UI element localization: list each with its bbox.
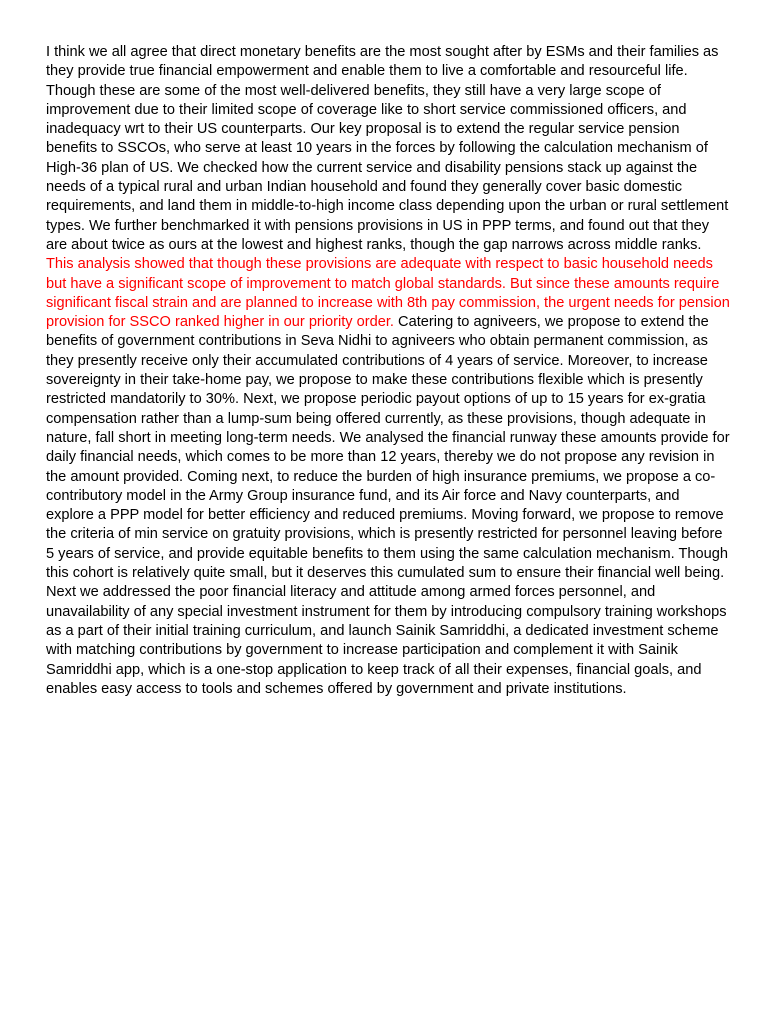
body-paragraph (46, 43, 730, 699)
highlighted-text: This analysis showed that though these provisions are adequate with respect to basic household needs but have a significant scope of improvement to match global standards. But since these amounts require significant fiscal strain and are planned to increase with 8th pay commission, the urgent needs for pension provision for SSCO ranked higher in our priority order. (46, 256, 730, 331)
paragraph-text-before-highlight: I think we all agree that direct monetary benefits are the most sought after by ESMs and their families as they provide true financial empowerment and enable them to live a comfortable and resourceful life. Though these are some of the most well-delivered benefits, they still have a very large scope of improvement due to their limited scope of coverage like to short service commissioned officers, and inadequacy wrt to their US counterparts. Our key proposal is to extend the regular service pension benefits to SSCOs, who serve at least 10 years in the forces by following the calculation mechanism of High-36 plan of US. We checked how the current service and disability pensions stack up against the needs of a typical rural and urban Indian household and found they generally cover basic domestic requirements, and land them in middle-to-high income class depending upon the urban or rural settlement types. We further benchmarked it with pensions provisions in US in PPP terms, and found out that they are about twice as ours at the lowest and highest ranks, though the gap narrows across middle ranks. (46, 44, 729, 253)
document-page (46, 43, 730, 699)
paragraph-text-after-highlight: Catering to agniveers, we propose to extend the benefits of government contributions in Seva Nidhi to agniveers who obtain permanent commission, as they presently receive only their accumulated contributions of 4 years of service. Moreover, to increase sovereignty in their take-home pay, we propose to make these contributions flexible which is presently restricted mandatorily to 30%. Next, we propose periodic payout options of up to 15 years for ex-gratia compensation rather than a lump-sum being offered currently, as these provisions, though adequate in nature, fall short in meeting long-term needs. We analysed the financial runway these amounts provide for daily financial needs, which comes to be more than 12 years, thereby we do not propose any revision in the amount provided. Coming next, to reduce the burden of high insurance premiums, we propose a co-contributory model in the Army Group insurance fund, and its Air force and Navy counterparts, and explore a PPP model for better efficiency and reduced premiums. Moving forward, we propose to remove the criteria of min service on gratuity provisions, which is presently restricted for personnel leaving before 5 years of service, and provide equitable benefits to them using the same calculation mechanism. Though this cohort is relatively quite small, but it deserves this cumulated sum to ensure their financial well being. Next we addressed the poor financial literacy and attitude among armed forces personnel, and unavailability of any special investment instrument for them by introducing compulsory training workshops as a part of their initial training curriculum, and launch Sainik Samriddhi, a dedicated investment scheme with matching contributions by government to increase participation and complement it with Sainik Samriddhi app, which is a one-stop application to keep track of all their expenses, financial goals, and enables easy access to tools and schemes offered by government and private institutions. (46, 314, 730, 697)
